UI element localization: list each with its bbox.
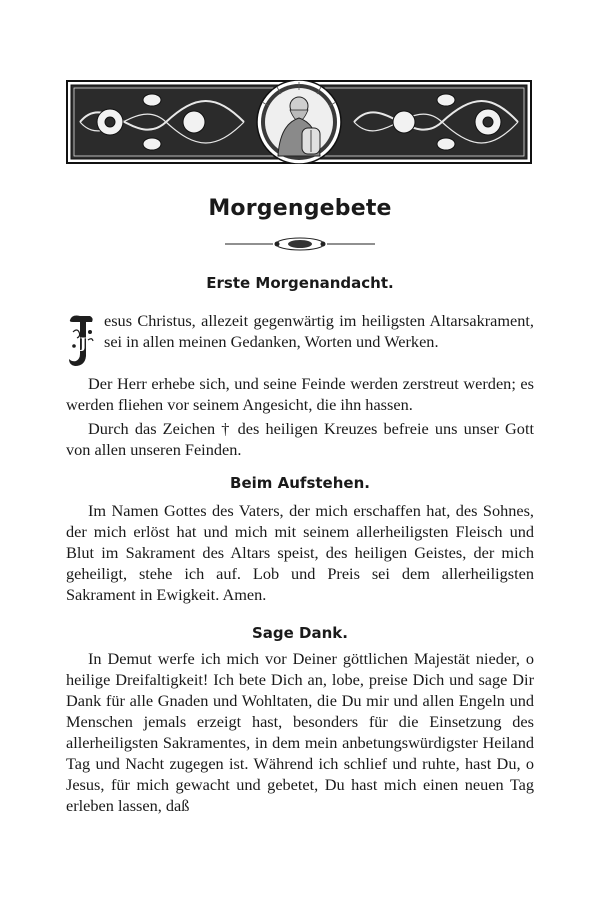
leaf-right-bottom (437, 138, 455, 150)
moses-medallion (257, 80, 341, 164)
paragraph: Durch das Zeichen † des heiligen Kreuzes befreie uns unser Gott von allen unseren Feinden. (66, 419, 534, 459)
decorative-banner (66, 80, 532, 164)
section-heading-erste-morgenandacht: Erste Morgenandacht. (206, 274, 394, 292)
illuminated-dropcap (66, 312, 96, 370)
rosette-right-inner (483, 117, 493, 127)
leaf-right-top (437, 94, 455, 106)
rosette-left-mid (183, 111, 205, 133)
leaf-left-bottom (143, 138, 161, 150)
paragraph: In Demut werfe ich mich vor Deiner göttlichen Majestät nieder, o heilige Dreifaltigkeit! Ich bete Dich an, lobe, preise Dich und sage Dir Dank für alle Gnaden und Wohltaten, die Du mir und allen Engeln und Menschen jemals erzeigt hast, besonders für die Einsetzung des allerheiligsten Sakramentes, in dem mein anbetungswürdigster Heiland Tag und Nacht zugegen ist. Während ich schlief und ruhte, hast Du, o Jesus, für mich gewacht und gebetet, Du hast mich einen neuen Tag erleben lassen, daß (66, 649, 534, 815)
dropcap-paragraph-text: esus Christus, allezeit gegenwärtig im heiligsten Altarsakrament, sei in allen meinen Gedanken, Worten und Werken. (104, 311, 534, 351)
section-heading-beim-aufstehen: Beim Aufstehen. (230, 474, 370, 492)
paragraph: Im Namen Gottes des Vaters, der mich erschaffen hat, des Sohnes, der mich erlöst hat und mich mit seinem allerheiligsten Fleisch und Blut im Sakrament des Altars speist, des heiligen Geistes, der mich geheiligt, stehe ich auf. Lob und Preis sei dem allerheiligsten Sakrament in Ewigkeit. Amen. (66, 501, 534, 604)
rosette-left-inner (105, 117, 115, 127)
title-ornament-divider (225, 236, 375, 252)
rosette-right-mid (393, 111, 415, 133)
dropcap-letter: J (79, 336, 87, 352)
section-heading-sage-dank: Sage Dank. (252, 624, 348, 642)
paragraph: Der Herr erhebe sich, und seine Feinde werden zerstreut werden; es werden fliehen vor seinem Angesicht, die ihn hassen. (66, 374, 534, 414)
leaf-left-top (143, 94, 161, 106)
page-title: Morgengebete (208, 196, 392, 221)
paragraph-dropcap (66, 310, 534, 370)
